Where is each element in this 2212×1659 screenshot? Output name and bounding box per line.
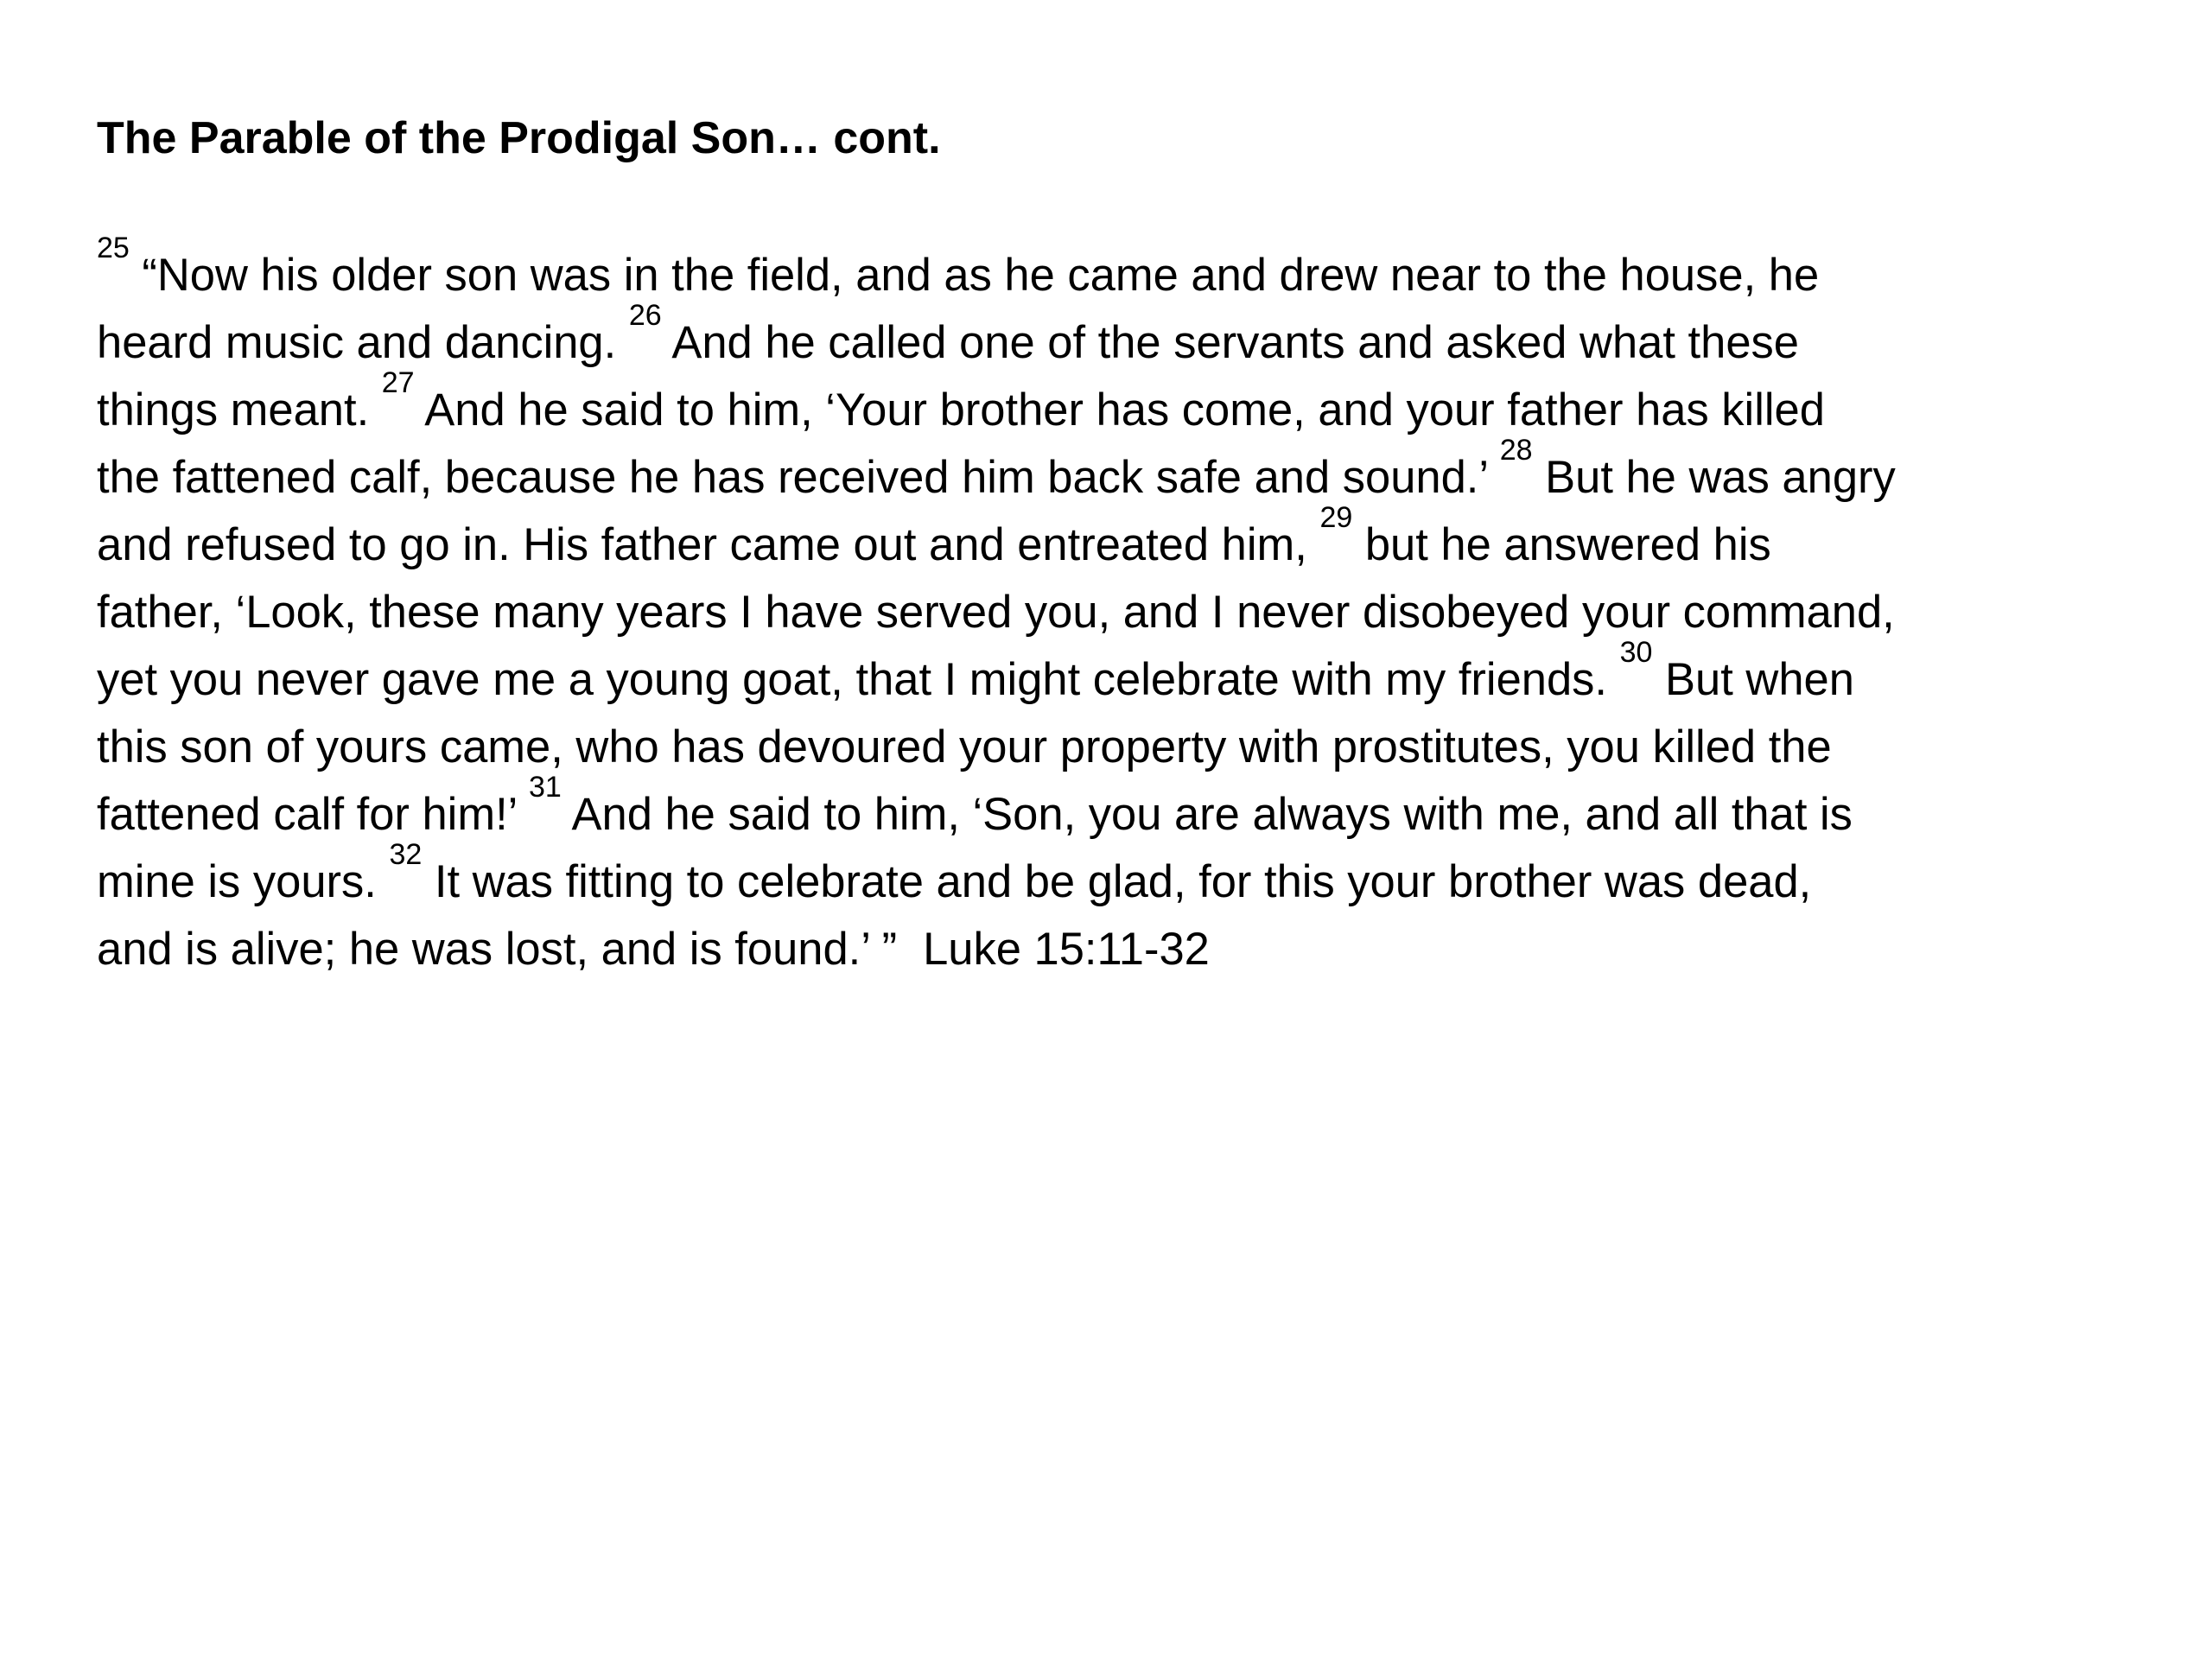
passage-line: [97, 837, 2136, 916]
scripture-reference: Luke 15:11-32: [923, 924, 1210, 975]
verse-text: father, ‘Look, these many years I have served you, and I never disobeyed your command,: [97, 587, 1895, 638]
passage-line: [97, 635, 2136, 714]
verse-text: this son of yours came, who has devoured your property with prostitutes, you killed the: [97, 721, 1832, 772]
verse-number: 29: [1319, 500, 1353, 534]
passage-line: [97, 231, 2136, 309]
passage-line: [97, 433, 2136, 512]
verse-text: fattened calf for him!’: [97, 789, 529, 840]
verse-text: and is alive; he was lost, and is found.’ ”: [97, 924, 898, 975]
verse-text: But when: [1652, 654, 1854, 705]
verse-text: And he called one of the servants and asked what these: [661, 317, 1799, 368]
verse-number: 30: [1619, 635, 1653, 669]
verse-number: 26: [628, 298, 662, 332]
verse-number: 25: [97, 231, 130, 264]
verse-text: mine is yours.: [97, 856, 390, 907]
passage-line: [97, 500, 2136, 579]
passage-line: [97, 579, 2136, 646]
verse-text: and refused to go in. His father came out and entreated him,: [97, 519, 1320, 570]
verse-text: But he was angry: [1532, 452, 1896, 503]
verse-text: “Now his older son was in the field, and as he came and drew near to the house, he: [129, 250, 1820, 301]
scripture-passage: [97, 231, 2136, 983]
verse-text: but he answered his: [1352, 519, 1771, 570]
slide-title: The Parable of the Prodigal Son… cont.: [97, 113, 941, 163]
verse-text: the fattened calf, because he has received him back safe and sound.’: [97, 452, 1500, 503]
passage-line: [97, 365, 2136, 444]
verse-number: 31: [528, 770, 562, 804]
verse-text: heard music and dancing.: [97, 317, 629, 368]
verse-text: things meant.: [97, 385, 382, 435]
slide-content: [97, 111, 2136, 983]
verse-text: And he said to him, ‘Your brother has come, and your father has killed: [414, 385, 1825, 435]
verse-number: 27: [381, 365, 415, 399]
verse-number: 28: [1499, 433, 1533, 467]
verse-text: yet you never gave me a young goat, that I might celebrate with my friends.: [97, 654, 1620, 705]
passage-line: [97, 916, 2136, 983]
verse-text: And he said to him, ‘Son, you are always with me, and all that is: [561, 789, 1853, 840]
verse-number: 32: [389, 837, 423, 871]
passage-line: [97, 714, 2136, 781]
verse-text: It was fitting to celebrate and be glad, for this your brother was dead,: [422, 856, 1812, 907]
